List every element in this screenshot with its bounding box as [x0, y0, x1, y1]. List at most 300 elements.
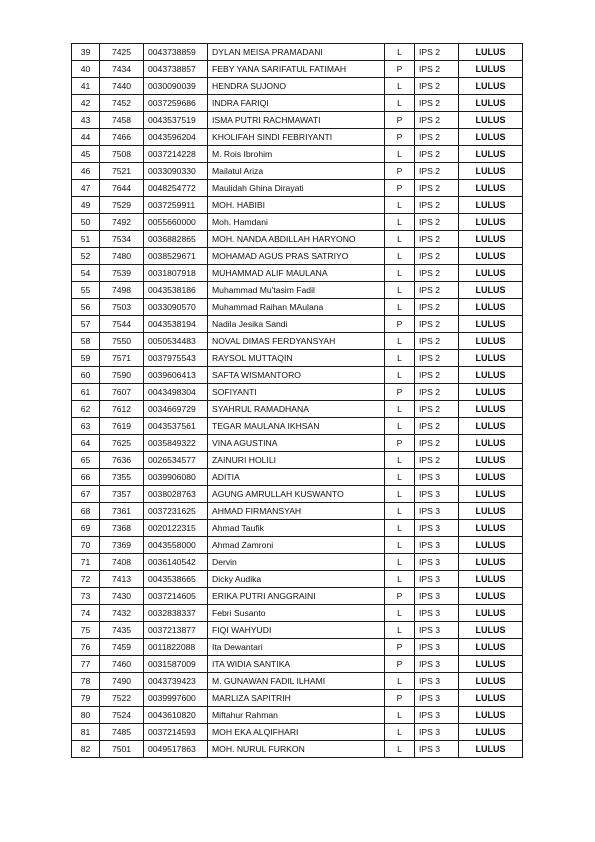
class-cell: IPS 2 — [415, 214, 459, 231]
nis-cell: 7636 — [100, 452, 144, 469]
nis-cell: 7590 — [100, 367, 144, 384]
student-name-cell: Maulidah Ghina Dirayati — [208, 180, 385, 197]
status-cell: LULUS — [459, 112, 523, 129]
status-cell: LULUS — [459, 61, 523, 78]
nisn-cell: 0043558000 — [144, 537, 208, 554]
status-cell: LULUS — [459, 350, 523, 367]
student-name-cell: M. Rois Ibrohim — [208, 146, 385, 163]
student-name-cell: SAFTA WISMANTORO — [208, 367, 385, 384]
student-name-cell: Muhammad Raihan MAulana — [208, 299, 385, 316]
nis-cell: 7485 — [100, 724, 144, 741]
gender-cell: L — [385, 707, 415, 724]
status-cell: LULUS — [459, 95, 523, 112]
nis-cell: 7571 — [100, 350, 144, 367]
student-name-cell: AHMAD FIRMANSYAH — [208, 503, 385, 520]
nis-cell: 7357 — [100, 486, 144, 503]
table-row — [72, 350, 523, 367]
status-cell: LULUS — [459, 197, 523, 214]
status-cell: LULUS — [459, 656, 523, 673]
gender-cell: L — [385, 452, 415, 469]
table-row — [72, 333, 523, 350]
nis-cell: 7440 — [100, 78, 144, 95]
gender-cell: P — [385, 112, 415, 129]
table-row — [72, 197, 523, 214]
nisn-cell: 0037214605 — [144, 588, 208, 605]
nis-cell: 7355 — [100, 469, 144, 486]
class-cell: IPS 2 — [415, 282, 459, 299]
student-name-cell: MOH. HABIBI — [208, 197, 385, 214]
class-cell: IPS 3 — [415, 486, 459, 503]
table-row — [72, 503, 523, 520]
student-name-cell: MOHAMAD AGUS PRAS SATRIYO — [208, 248, 385, 265]
row-number-cell: 59 — [72, 350, 100, 367]
gender-cell: P — [385, 316, 415, 333]
nis-cell: 7498 — [100, 282, 144, 299]
row-number-cell: 72 — [72, 571, 100, 588]
gender-cell: L — [385, 265, 415, 282]
nis-cell: 7539 — [100, 265, 144, 282]
status-cell: LULUS — [459, 333, 523, 350]
class-cell: IPS 2 — [415, 350, 459, 367]
status-cell: LULUS — [459, 44, 523, 61]
student-name-cell: INDRA FARIQI — [208, 95, 385, 112]
nis-cell: 7503 — [100, 299, 144, 316]
table-row — [72, 741, 523, 758]
row-number-cell: 76 — [72, 639, 100, 656]
gender-cell: L — [385, 520, 415, 537]
student-name-cell: MARLIZA SAPITRIH — [208, 690, 385, 707]
gender-cell: L — [385, 724, 415, 741]
row-number-cell: 45 — [72, 146, 100, 163]
row-number-cell: 44 — [72, 129, 100, 146]
class-cell: IPS 3 — [415, 605, 459, 622]
table-row — [72, 571, 523, 588]
gender-cell: L — [385, 146, 415, 163]
nisn-cell: 0035849322 — [144, 435, 208, 452]
student-name-cell: MOH. NURUL FURKON — [208, 741, 385, 758]
row-number-cell: 69 — [72, 520, 100, 537]
row-number-cell: 56 — [72, 299, 100, 316]
class-cell: IPS 2 — [415, 418, 459, 435]
nis-cell: 7501 — [100, 741, 144, 758]
class-cell: IPS 3 — [415, 656, 459, 673]
status-cell: LULUS — [459, 503, 523, 520]
nisn-cell: 0036882865 — [144, 231, 208, 248]
row-number-cell: 71 — [72, 554, 100, 571]
graduation-table — [71, 43, 523, 758]
class-cell: IPS 3 — [415, 741, 459, 758]
nisn-cell: 0039997600 — [144, 690, 208, 707]
nis-cell: 7361 — [100, 503, 144, 520]
student-name-cell: Ita Dewantari — [208, 639, 385, 656]
nis-cell: 7544 — [100, 316, 144, 333]
table-row — [72, 265, 523, 282]
student-name-cell: ZAINURI HOLILI — [208, 452, 385, 469]
nisn-cell: 0048254772 — [144, 180, 208, 197]
student-name-cell: Dicky Audika — [208, 571, 385, 588]
row-number-cell: 62 — [72, 401, 100, 418]
table-row — [72, 452, 523, 469]
status-cell: LULUS — [459, 78, 523, 95]
nisn-cell: 0039606413 — [144, 367, 208, 384]
student-name-cell: NOVAL DIMAS FERDYANSYAH — [208, 333, 385, 350]
status-cell: LULUS — [459, 163, 523, 180]
status-cell: LULUS — [459, 588, 523, 605]
class-cell: IPS 2 — [415, 435, 459, 452]
nis-cell: 7644 — [100, 180, 144, 197]
row-number-cell: 67 — [72, 486, 100, 503]
gender-cell: L — [385, 333, 415, 350]
table-row — [72, 180, 523, 197]
status-cell: LULUS — [459, 384, 523, 401]
class-cell: IPS 2 — [415, 367, 459, 384]
nis-cell: 7460 — [100, 656, 144, 673]
student-name-cell: DYLAN MEISA PRAMADANI — [208, 44, 385, 61]
status-cell: LULUS — [459, 180, 523, 197]
row-number-cell: 82 — [72, 741, 100, 758]
row-number-cell: 79 — [72, 690, 100, 707]
student-name-cell: MOH. NANDA ABDILLAH HARYONO — [208, 231, 385, 248]
table-row — [72, 622, 523, 639]
table-row — [72, 537, 523, 554]
nisn-cell: 0037214593 — [144, 724, 208, 741]
status-cell: LULUS — [459, 622, 523, 639]
row-number-cell: 74 — [72, 605, 100, 622]
row-number-cell: 42 — [72, 95, 100, 112]
status-cell: LULUS — [459, 367, 523, 384]
nis-cell: 7550 — [100, 333, 144, 350]
status-cell: LULUS — [459, 571, 523, 588]
nis-cell: 7458 — [100, 112, 144, 129]
table-row — [72, 129, 523, 146]
row-number-cell: 52 — [72, 248, 100, 265]
nis-cell: 7522 — [100, 690, 144, 707]
student-name-cell: Dervin — [208, 554, 385, 571]
table-row — [72, 231, 523, 248]
class-cell: IPS 2 — [415, 452, 459, 469]
class-cell: IPS 2 — [415, 248, 459, 265]
status-cell: LULUS — [459, 605, 523, 622]
row-number-cell: 77 — [72, 656, 100, 673]
nis-cell: 7490 — [100, 673, 144, 690]
gender-cell: P — [385, 163, 415, 180]
status-cell: LULUS — [459, 265, 523, 282]
nis-cell: 7534 — [100, 231, 144, 248]
nis-cell: 7521 — [100, 163, 144, 180]
row-number-cell: 64 — [72, 435, 100, 452]
gender-cell: P — [385, 384, 415, 401]
class-cell: IPS 2 — [415, 265, 459, 282]
status-cell: LULUS — [459, 418, 523, 435]
table-row — [72, 469, 523, 486]
class-cell: IPS 2 — [415, 129, 459, 146]
nis-cell: 7435 — [100, 622, 144, 639]
row-number-cell: 63 — [72, 418, 100, 435]
status-cell: LULUS — [459, 554, 523, 571]
status-cell: LULUS — [459, 486, 523, 503]
status-cell: LULUS — [459, 639, 523, 656]
class-cell: IPS 2 — [415, 95, 459, 112]
class-cell: IPS 2 — [415, 231, 459, 248]
nisn-cell: 0011822088 — [144, 639, 208, 656]
nis-cell: 7413 — [100, 571, 144, 588]
class-cell: IPS 2 — [415, 401, 459, 418]
class-cell: IPS 3 — [415, 588, 459, 605]
class-cell: IPS 2 — [415, 61, 459, 78]
table-row — [72, 112, 523, 129]
gender-cell: L — [385, 44, 415, 61]
student-name-cell: FEBY YANA SARIFATUL FATIMAH — [208, 61, 385, 78]
student-name-cell: Mailatul Ariza — [208, 163, 385, 180]
class-cell: IPS 3 — [415, 707, 459, 724]
gender-cell: P — [385, 656, 415, 673]
gender-cell: L — [385, 622, 415, 639]
table-row — [72, 707, 523, 724]
gender-cell: L — [385, 741, 415, 758]
gender-cell: L — [385, 401, 415, 418]
gender-cell: L — [385, 554, 415, 571]
student-name-cell: Ahmad Zamroni — [208, 537, 385, 554]
gender-cell: L — [385, 503, 415, 520]
student-name-cell: Muhammad Mu'tasim Fadil — [208, 282, 385, 299]
gender-cell: L — [385, 367, 415, 384]
nisn-cell: 0043537519 — [144, 112, 208, 129]
nisn-cell: 0043596204 — [144, 129, 208, 146]
nisn-cell: 0043738859 — [144, 44, 208, 61]
table-row — [72, 61, 523, 78]
nis-cell: 7480 — [100, 248, 144, 265]
row-number-cell: 40 — [72, 61, 100, 78]
nisn-cell: 0043498304 — [144, 384, 208, 401]
row-number-cell: 66 — [72, 469, 100, 486]
row-number-cell: 80 — [72, 707, 100, 724]
nisn-cell: 0043538665 — [144, 571, 208, 588]
table-row — [72, 520, 523, 537]
gender-cell: L — [385, 197, 415, 214]
gender-cell: L — [385, 231, 415, 248]
status-cell: LULUS — [459, 673, 523, 690]
nisn-cell: 0043738857 — [144, 61, 208, 78]
class-cell: IPS 2 — [415, 163, 459, 180]
gender-cell: L — [385, 673, 415, 690]
nisn-cell: 0037214228 — [144, 146, 208, 163]
class-cell: IPS 2 — [415, 333, 459, 350]
nisn-cell: 0031587009 — [144, 656, 208, 673]
gender-cell: L — [385, 78, 415, 95]
nis-cell: 7369 — [100, 537, 144, 554]
student-name-cell: ADITIA — [208, 469, 385, 486]
class-cell: IPS 3 — [415, 520, 459, 537]
nis-cell: 7432 — [100, 605, 144, 622]
table-row — [72, 401, 523, 418]
table-row — [72, 435, 523, 452]
nis-cell: 7607 — [100, 384, 144, 401]
row-number-cell: 39 — [72, 44, 100, 61]
nis-cell: 7408 — [100, 554, 144, 571]
table-row — [72, 690, 523, 707]
gender-cell: P — [385, 690, 415, 707]
student-name-cell: FIQI WAHYUDI — [208, 622, 385, 639]
class-cell: IPS 2 — [415, 316, 459, 333]
table-row — [72, 214, 523, 231]
nisn-cell: 0043739423 — [144, 673, 208, 690]
row-number-cell: 49 — [72, 197, 100, 214]
class-cell: IPS 3 — [415, 622, 459, 639]
status-cell: LULUS — [459, 231, 523, 248]
gender-cell: P — [385, 639, 415, 656]
row-number-cell: 75 — [72, 622, 100, 639]
class-cell: IPS 3 — [415, 469, 459, 486]
nisn-cell: 0033090330 — [144, 163, 208, 180]
nisn-cell: 0026534577 — [144, 452, 208, 469]
row-number-cell: 41 — [72, 78, 100, 95]
status-cell: LULUS — [459, 401, 523, 418]
nisn-cell: 0055660000 — [144, 214, 208, 231]
class-cell: IPS 2 — [415, 44, 459, 61]
status-cell: LULUS — [459, 435, 523, 452]
status-cell: LULUS — [459, 707, 523, 724]
table-row — [72, 44, 523, 61]
nisn-cell: 0020122315 — [144, 520, 208, 537]
table-body — [72, 44, 523, 758]
nisn-cell: 0039906080 — [144, 469, 208, 486]
gender-cell: P — [385, 61, 415, 78]
nisn-cell: 0036140542 — [144, 554, 208, 571]
nis-cell: 7492 — [100, 214, 144, 231]
gender-cell: L — [385, 605, 415, 622]
class-cell: IPS 2 — [415, 299, 459, 316]
gender-cell: L — [385, 469, 415, 486]
gender-cell: L — [385, 486, 415, 503]
nis-cell: 7508 — [100, 146, 144, 163]
row-number-cell: 43 — [72, 112, 100, 129]
row-number-cell: 46 — [72, 163, 100, 180]
nisn-cell: 0037231625 — [144, 503, 208, 520]
table-row — [72, 588, 523, 605]
table-row — [72, 163, 523, 180]
class-cell: IPS 3 — [415, 690, 459, 707]
student-name-cell: Moh. Hamdani — [208, 214, 385, 231]
row-number-cell: 51 — [72, 231, 100, 248]
nisn-cell: 0043537561 — [144, 418, 208, 435]
row-number-cell: 68 — [72, 503, 100, 520]
row-number-cell: 54 — [72, 265, 100, 282]
nisn-cell: 0049517863 — [144, 741, 208, 758]
nisn-cell: 0037259911 — [144, 197, 208, 214]
status-cell: LULUS — [459, 520, 523, 537]
class-cell: IPS 2 — [415, 146, 459, 163]
nisn-cell: 0037213877 — [144, 622, 208, 639]
row-number-cell: 78 — [72, 673, 100, 690]
class-cell: IPS 2 — [415, 384, 459, 401]
status-cell: LULUS — [459, 299, 523, 316]
row-number-cell: 61 — [72, 384, 100, 401]
nis-cell: 7524 — [100, 707, 144, 724]
status-cell: LULUS — [459, 452, 523, 469]
row-number-cell: 50 — [72, 214, 100, 231]
table-row — [72, 282, 523, 299]
table-row — [72, 639, 523, 656]
nisn-cell: 0043538186 — [144, 282, 208, 299]
status-cell: LULUS — [459, 537, 523, 554]
table-row — [72, 656, 523, 673]
class-cell: IPS 3 — [415, 571, 459, 588]
nisn-cell: 0038529671 — [144, 248, 208, 265]
status-cell: LULUS — [459, 741, 523, 758]
status-cell: LULUS — [459, 248, 523, 265]
nis-cell: 7619 — [100, 418, 144, 435]
student-name-cell: ISMA PUTRI RACHMAWATI — [208, 112, 385, 129]
row-number-cell: 55 — [72, 282, 100, 299]
gender-cell: L — [385, 571, 415, 588]
class-cell: IPS 3 — [415, 554, 459, 571]
row-number-cell: 70 — [72, 537, 100, 554]
table-row — [72, 673, 523, 690]
gender-cell: L — [385, 214, 415, 231]
student-name-cell: KHOLIFAH SINDI FEBRIYANTI — [208, 129, 385, 146]
gender-cell: L — [385, 418, 415, 435]
status-cell: LULUS — [459, 724, 523, 741]
nis-cell: 7529 — [100, 197, 144, 214]
class-cell: IPS 2 — [415, 78, 459, 95]
table-row — [72, 78, 523, 95]
table-row — [72, 486, 523, 503]
class-cell: IPS 3 — [415, 673, 459, 690]
gender-cell: L — [385, 95, 415, 112]
nis-cell: 7612 — [100, 401, 144, 418]
table-row — [72, 554, 523, 571]
table-row — [72, 367, 523, 384]
nis-cell: 7466 — [100, 129, 144, 146]
nisn-cell: 0050534483 — [144, 333, 208, 350]
class-cell: IPS 3 — [415, 724, 459, 741]
status-cell: LULUS — [459, 316, 523, 333]
class-cell: IPS 2 — [415, 112, 459, 129]
nisn-cell: 0033090570 — [144, 299, 208, 316]
nisn-cell: 0031807918 — [144, 265, 208, 282]
table-row — [72, 605, 523, 622]
nis-cell: 7434 — [100, 61, 144, 78]
table-row — [72, 95, 523, 112]
student-name-cell: Miftahur Rahman — [208, 707, 385, 724]
student-name-cell: RAYSOL MUTTAQIN — [208, 350, 385, 367]
nisn-cell: 0043538194 — [144, 316, 208, 333]
row-number-cell: 65 — [72, 452, 100, 469]
class-cell: IPS 3 — [415, 537, 459, 554]
table-row — [72, 384, 523, 401]
nis-cell: 7459 — [100, 639, 144, 656]
status-cell: LULUS — [459, 214, 523, 231]
class-cell: IPS 2 — [415, 197, 459, 214]
row-number-cell: 47 — [72, 180, 100, 197]
student-name-cell: Ahmad Taufik — [208, 520, 385, 537]
student-name-cell: TEGAR MAULANA IKHSAN — [208, 418, 385, 435]
row-number-cell: 57 — [72, 316, 100, 333]
gender-cell: L — [385, 282, 415, 299]
nisn-cell: 0038028763 — [144, 486, 208, 503]
status-cell: LULUS — [459, 146, 523, 163]
student-name-cell: VINA AGUSTINA — [208, 435, 385, 452]
table-row — [72, 248, 523, 265]
nisn-cell: 0034669729 — [144, 401, 208, 418]
status-cell: LULUS — [459, 282, 523, 299]
status-cell: LULUS — [459, 690, 523, 707]
table-row — [72, 146, 523, 163]
student-name-cell: SYAHRUL RAMADHANA — [208, 401, 385, 418]
student-name-cell: SOFIYANTI — [208, 384, 385, 401]
table-row — [72, 299, 523, 316]
class-cell: IPS 3 — [415, 639, 459, 656]
